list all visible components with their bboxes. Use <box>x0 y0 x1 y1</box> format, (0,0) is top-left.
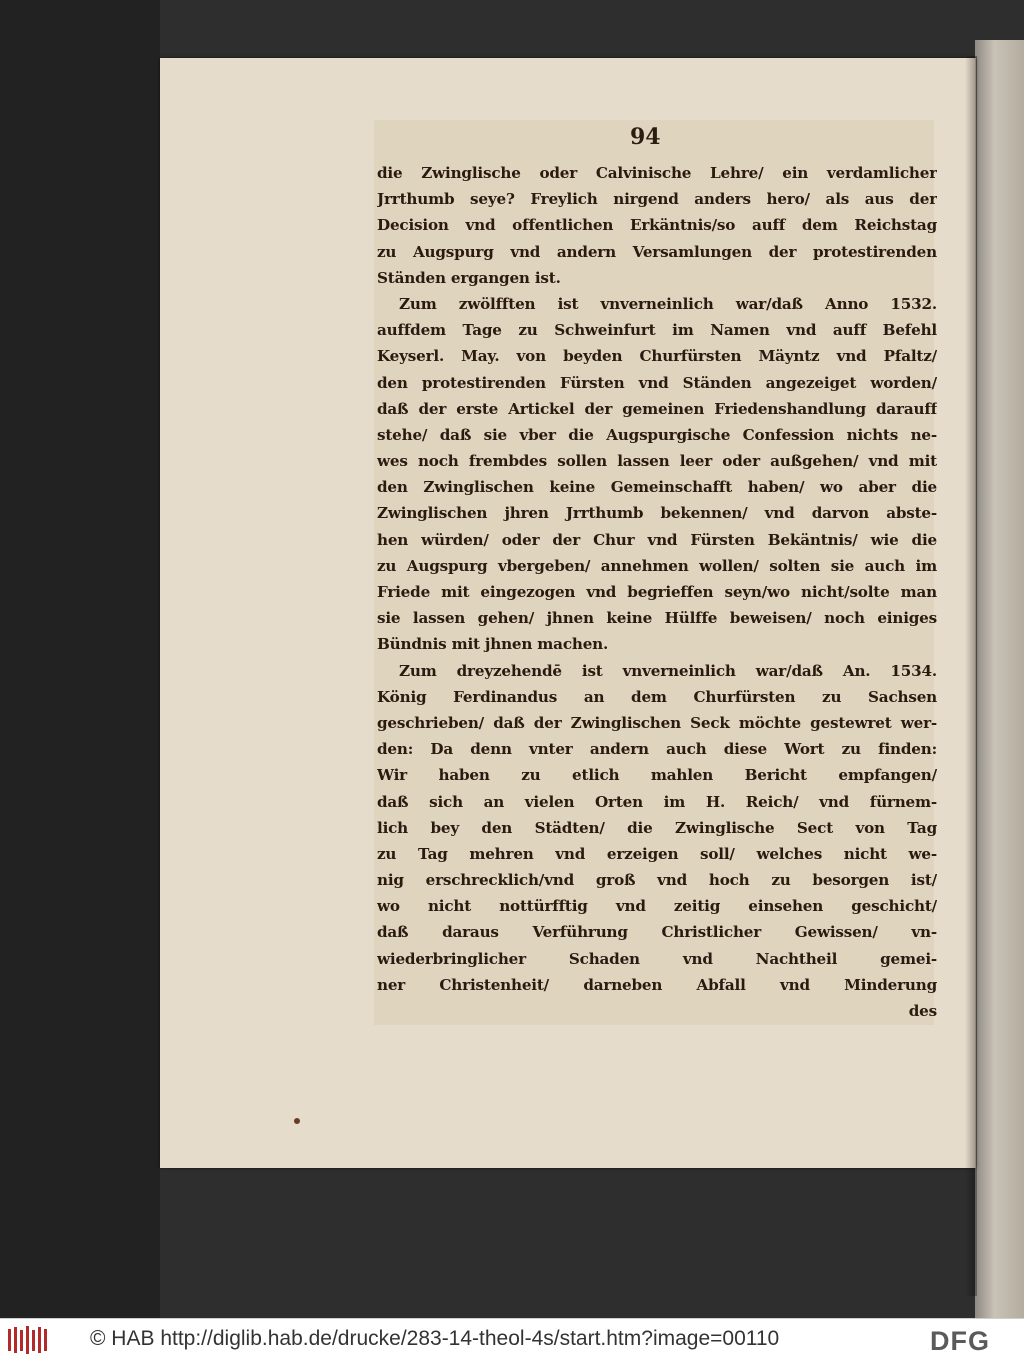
text-line: daß der erste Artickel der gemeinen Friedenshandlung darauff <box>377 399 937 418</box>
text-line: daß daraus Verführung Christlicher Gewissen/ vn- <box>377 923 937 942</box>
footer-bar <box>0 1318 1024 1362</box>
text-line: Bündnis mit jhnen machen. <box>377 635 609 654</box>
copyright-link[interactable]: © HAB http://diglib.hab.de/drucke/283-14-theol-4s/start.htm?image=00110 <box>90 1327 780 1350</box>
text-line: ner Christenheit/ darneben Abfall vnd Minderung <box>377 975 937 994</box>
catchword: des <box>908 1002 937 1020</box>
scan-background <box>0 0 160 1318</box>
text-line: geschrieben/ daß der Zwinglischen Seck möchte gestewret wer- <box>377 713 937 732</box>
library-logo-icon[interactable] <box>6 1325 48 1355</box>
text-line: Ständen ergangen ist. <box>377 268 561 287</box>
dfg-logo[interactable]: DFG <box>930 1326 990 1356</box>
page-text <box>377 160 937 1024</box>
text-line: die Zwinglische oder Calvinische Lehre/ ein verdamlicher <box>377 164 937 182</box>
text-line: zu Tag mehren vnd erzeigen soll/ welches nicht we- <box>377 844 937 863</box>
text-line: den: Da denn vnter andern auch diese Wort zu finden: <box>377 740 937 759</box>
text-line: Zum zwölfften ist vnverneinlich war/daß Anno 1532. <box>399 294 937 313</box>
text-line: zu Augspurg vbergeben/ annehmen wollen/ solten sie auch im <box>377 556 937 575</box>
gutter-shadow <box>965 56 977 1296</box>
text-line: Decision vnd offentlichen Erkäntnis/so auff dem Reichstag <box>377 216 937 235</box>
text-line: Keyserl. May. von beyden Churfürsten Mäyntz vnd Pfaltz/ <box>377 347 937 366</box>
ink-spot <box>294 1118 300 1124</box>
text-line: Zwinglischen jhren Jrrthumb bekennen/ vnd darvon abste- <box>377 504 937 523</box>
text-line: den protestirenden Fürsten vnd Ständen angezeiget worden/ <box>377 373 937 392</box>
text-line: wo nicht nottürfftig vnd zeitig einsehen geschicht/ <box>377 897 937 916</box>
text-line: den Zwinglischen keine Gemeinschafft haben/ wo aber die <box>377 478 937 497</box>
text-line: nig erschrecklich/vnd groß vnd hoch zu besorgen ist/ <box>377 871 937 890</box>
text-line: daß sich an vielen Orten im H. Reich/ vnd fürnem- <box>377 792 937 811</box>
text-line: hen würden/ oder der Chur vnd Fürsten Bekäntnis/ wie die <box>377 530 937 549</box>
page-number: 94 <box>630 124 661 150</box>
text-line: wes noch frembdes sollen lassen leer oder außgehen/ vnd mit <box>377 452 937 471</box>
text-line: Wir haben zu etlich mahlen Bericht empfangen/ <box>377 766 937 785</box>
text-line: Zum dreyzehendē ist vnverneinlich war/daß An. 1534. <box>399 661 937 680</box>
text-line: wiederbringlicher Schaden vnd Nachtheil gemei- <box>377 949 937 968</box>
text-line: stehe/ daß sie vber die Augspurgische Confession nichts ne- <box>377 425 937 444</box>
text-line: Jrrthumb seye? Freylich nirgend anders hero/ als aus der <box>377 190 937 209</box>
next-page-edge <box>975 40 1024 1318</box>
text-line: auffdem Tage zu Schweinfurt im Namen vnd auff Befehl <box>377 321 937 340</box>
text-line: zu Augspurg vnd andern Versamlungen der protestirenden <box>377 242 937 261</box>
text-line: König Ferdinandus an dem Churfürsten zu Sachsen <box>377 687 937 706</box>
text-line: Friede mit eingezogen vnd begrieffen seyn/wo nicht/solte man <box>377 583 937 601</box>
text-line: sie lassen gehen/ jhnen keine Hülffe beweisen/ noch einiges <box>377 609 937 628</box>
text-line: lich bey den Städten/ die Zwinglische Sect von Tag <box>377 818 937 837</box>
